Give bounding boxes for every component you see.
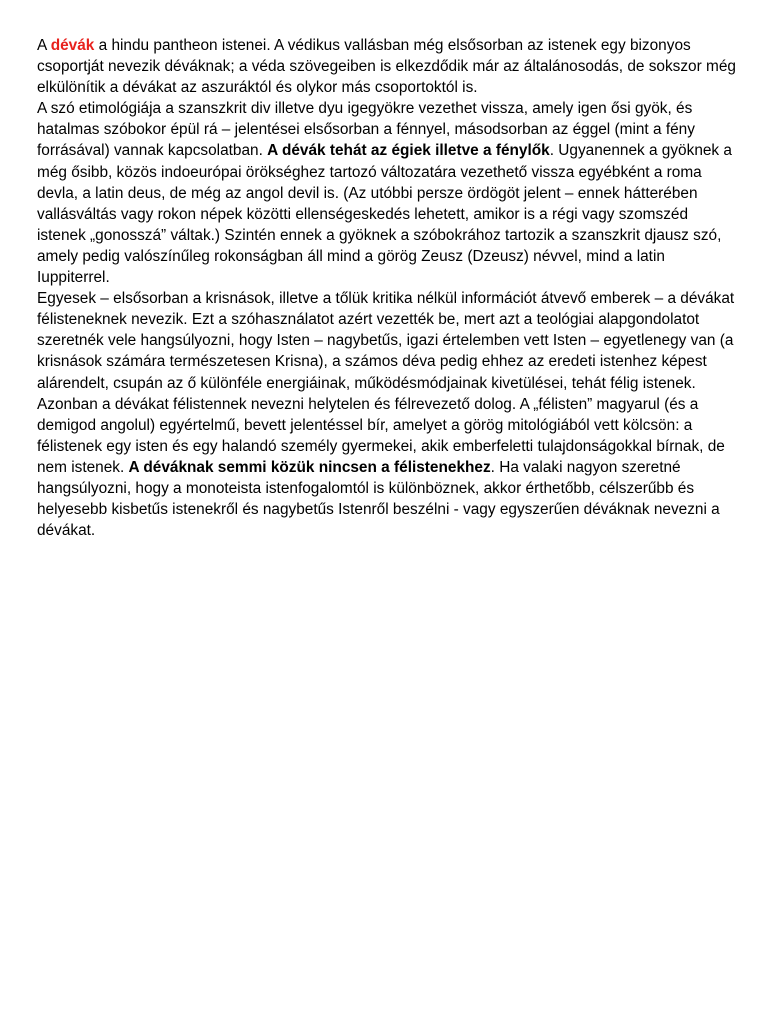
- paragraph-etymology: [37, 98, 737, 288]
- bold-statement: A déváknak semmi közük nincsen a félistenekhez: [128, 458, 491, 476]
- text-run: A szó etimológiája a szanszkrit div illetve dyu igegyökre vezethet vissza, amely igen ősi gyök, és hatalmas szóbokor épül rá – jelentései elsősorban a fénnyel, másodsorban az éggel (mint a fény forrásával) vannak kapcsolatban.: [37, 100, 695, 160]
- text-run: . Ugyanennek a gyöknek a még ősibb, közös indoeurópai örökséghez tartozó változatára vezethető vissza egyébként a roma devla, a latin deus, de még az angol devil is. (Az utóbbi persze ördögöt jelent – ennek hátterében vallásváltás vagy rokon népek közötti ellenségeskedés lehetett, amikor is a régi vagy szomszéd istenek „gonosszá” váltak.) Szintén ennek a gyöknek a szóbokrához tartozik a szanszkrit djausz szó, amely pedig valószínűleg rokonságban áll mind a görög Zeusz (Dzeusz) névvel, mind a latin Iuppiterrel.: [37, 142, 732, 287]
- text-run: Egyesek – elsősorban a krisnások, illetve a tőlük kritika nélkül információt átvevő emberek – a dévákat félisteneknek nevezik. Ezt a szóhasználatot azért vezették be, mert azt a teológiai alapgondolatot szeretnék vele hangsúlyozni, hogy Isten – nagybetűs, igazi értelemben vett Isten – egyetlenegy van (a krisnások számára természetesen Krisna), a számos déva pedig ehhez az eredeti istenhez képest alárendelt, csupán az ő különféle energiáinak, működésmódjainak kivetülései, tehát félig istenek. Azonban a dévákat félistennek nevezni helytelen és félrevezető dolog. A „félisten” magyarul (és a demigod angolul) egyértelmű, bevett jelentéssel bír, amelyet a görög mitológiából vett kölcsön: a félistenek egy isten és egy halandó személy gyermekei, akik emberfeletti tulajdonságokkal bírnak, de nem istenek.: [37, 290, 735, 476]
- highlighted-term: dévák: [50, 37, 95, 54]
- paragraph-demigods: [37, 288, 737, 541]
- bold-statement: A dévák tehát az égiek illetve a fénylők: [267, 142, 550, 160]
- text-run: . Ha valaki nagyon szeretné hangsúlyozni, hogy a monoteista istenfogalomtól is különböznek, akkor érthetőbb, célszerűbb és helyesebb kisbetűs istenekről és nagybetűs Istenről beszélni - vagy egyszerűen déváknak nevezni a dévákat.: [37, 458, 720, 540]
- text-run: A: [37, 37, 51, 54]
- text-run: a hindu pantheon istenei. A védikus vallásban még elsősorban az istenek egy bizonyos csoportját nevezik déváknak; a véda szövegeiben is elkezdődik már az általánosodás, de sokszor még elkülönítik a dévákat az aszuráktól és olykor más csoportoktól is.: [37, 37, 736, 97]
- document-page: [37, 35, 737, 541]
- paragraph-intro: [37, 35, 737, 98]
